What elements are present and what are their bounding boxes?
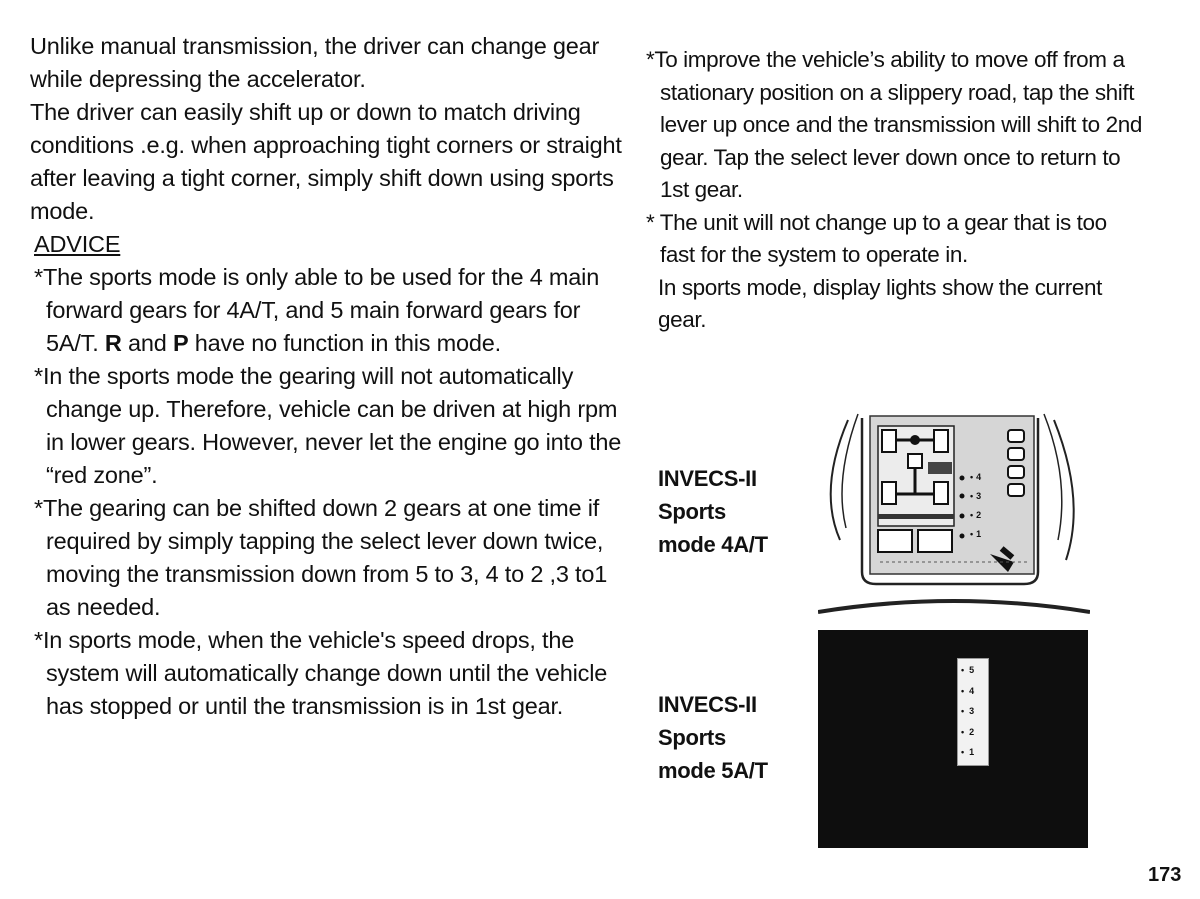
bold-p: P	[172, 330, 189, 356]
advice-bullet-1	[34, 261, 630, 360]
gear-number: 1	[969, 747, 975, 757]
left-column	[30, 30, 630, 723]
gear-indicator-3	[961, 701, 985, 722]
caption-4at-line-2: Sports	[658, 499, 726, 524]
gear-indicator-2	[961, 722, 985, 743]
display-note: In sports mode, display lights show the current gear.	[658, 274, 1102, 332]
intro-paragraph-1: Unlike manual transmission, the driver can change gear while depressing the accelerator.	[30, 33, 600, 92]
gear-dot-icon: •	[961, 665, 965, 675]
right-bullet-2: * The unit will not change up to a gear that is too fast for the system to operate in.	[646, 209, 1107, 267]
gear-dot-icon: •	[961, 685, 965, 696]
gear-number: 2	[976, 510, 982, 520]
gear-dot-icon: •	[961, 747, 965, 757]
gear-indicator-1	[970, 525, 984, 544]
figure-5at-sports-mode-panel	[818, 630, 1088, 848]
gear-indicator-1	[961, 742, 985, 763]
gear-dot-icon: •	[970, 472, 974, 482]
gear-number: 3	[969, 706, 975, 716]
gear-indicator-3	[970, 487, 984, 506]
advice-bullet-4: *In sports mode, when the vehicle's speed drops, the system will automatically change down until the vehicle has stopped or until the transmission is in 1st gear.	[34, 627, 608, 719]
figure-4at-sports-mode-panel	[818, 410, 1090, 620]
gear-number: 3	[976, 491, 982, 501]
gear-indicator-5	[961, 660, 985, 681]
advice-bullet-3: *The gearing can be shifted down 2 gears at one time if required by simply tapping the select lever down twice, moving the transmission down from 5 to 3, 4 to 2 ,3 to1 as needed.	[34, 495, 608, 620]
bullet-1-text-b: and	[121, 330, 173, 356]
gear-indicator-4	[970, 468, 984, 487]
right-bullet-1: *To improve the vehicle’s ability to move off from a stationary position on a slippery road, tap the shift lever up once and the transmission will shift to 2nd gear. Tap the select lever down once to return to 1st gear.	[646, 47, 1142, 202]
caption-5at	[658, 688, 808, 787]
gear-dot-icon: •	[961, 706, 965, 716]
gear-panel-4at-illustration	[818, 410, 1090, 620]
gear-dot-icon: •	[970, 529, 974, 539]
gear-dot-icon: •	[970, 491, 974, 501]
caption-4at-line-1: INVECS-II	[658, 466, 757, 491]
gear-indicator-4	[961, 681, 985, 702]
caption-5at-line-3: mode 5A/T	[658, 758, 768, 783]
bullet-1-text-a: *The sports mode is only able to be used for the 4 main forward gears for 4A/T, and 5 main forward gears for 5A/T.	[34, 264, 600, 356]
caption-5at-line-1: INVECS-II	[658, 692, 757, 717]
caption-4at-line-3: mode 4A/T	[658, 532, 768, 557]
advice-heading: ADVICE	[34, 231, 121, 257]
gear-number: 1	[976, 529, 982, 539]
gear-indicator-2	[970, 506, 984, 525]
gear-number: 4	[969, 685, 975, 696]
gear-number: 2	[969, 726, 975, 737]
gear-number: 5	[969, 665, 975, 675]
gear-indicator-list-5at	[961, 660, 985, 763]
intro-paragraph-2: The driver can easily shift up or down to match driving conditions .e.g. when approaching tight corners or straight after leaving a tight corner, simply shift down using sports mode.	[30, 99, 622, 224]
advice-bullet-2: *In the sports mode the gearing will not automatically change up. Therefore, vehicle can be driven at high rpm in lower gears. However, never let the engine go into the “red zone”.	[34, 363, 622, 488]
caption-4at	[658, 462, 808, 561]
gear-indicator-list-4at	[970, 468, 984, 544]
right-column	[646, 44, 1146, 337]
bullet-1-text-c: have no function in this mode.	[188, 330, 501, 356]
gear-dot-icon: •	[961, 726, 965, 737]
bold-r: R	[104, 330, 122, 356]
page-number: 173	[1148, 864, 1182, 886]
caption-5at-line-2: Sports	[658, 725, 726, 750]
gear-number: 4	[976, 472, 982, 482]
gear-dot-icon: •	[970, 510, 974, 520]
